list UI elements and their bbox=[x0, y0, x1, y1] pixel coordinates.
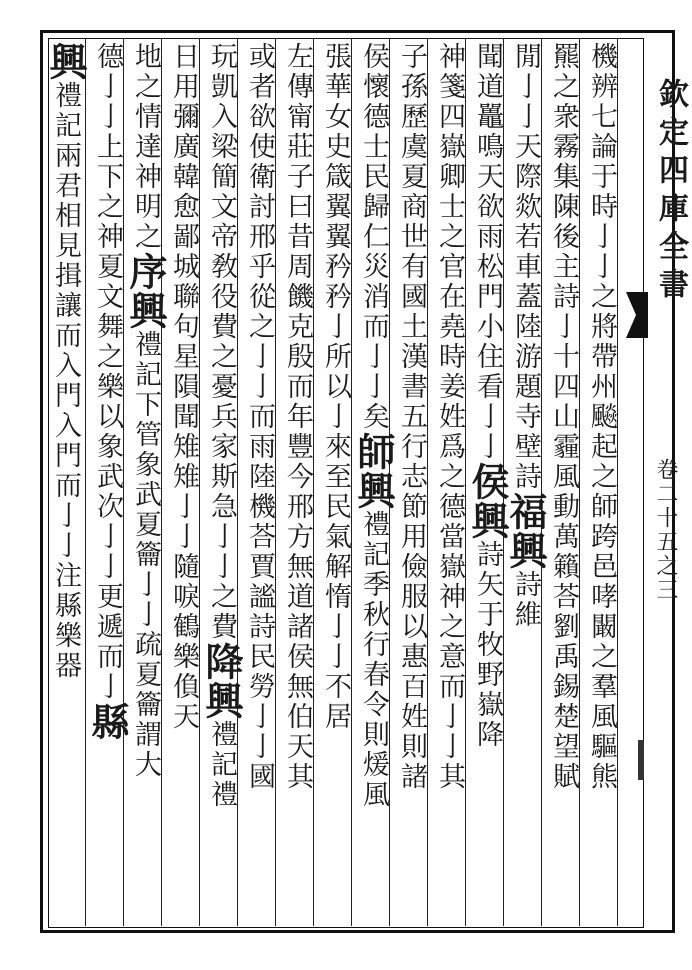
column-text: 詩矢于牧野 bbox=[472, 540, 503, 690]
chapter-label: 卷二十五之三 bbox=[653, 458, 678, 602]
text-column-8 bbox=[315, 42, 355, 922]
column-text: 玩凱入梁簡文帝敎役費之憂兵家斯急亅亅之費 bbox=[206, 42, 237, 642]
text-column-12 bbox=[163, 42, 203, 922]
column-text: 神箋四嶽卿士之官在堯時姜姓爲之德當嶽神之意而亅亅其 bbox=[434, 42, 465, 792]
text-column-5 bbox=[429, 42, 469, 922]
text-column-15 bbox=[43, 42, 88, 922]
text-column-14 bbox=[85, 42, 130, 922]
headword: 興 bbox=[43, 42, 88, 81]
headword bbox=[49, 690, 50, 768]
text-column-11 bbox=[199, 42, 244, 922]
text-column-1 bbox=[581, 42, 621, 922]
column-text: 張華女史箴翼翼矜矜亅所以亅 bbox=[320, 42, 351, 432]
headword: 序興 bbox=[123, 252, 168, 330]
column-text: 德亅亅上下之神 bbox=[92, 42, 123, 252]
column-text: 來至民氣解惰亅亅不居 bbox=[320, 432, 351, 732]
column-text: 左傳甯莊子曰昔周饑克殷而年豐今邢方無道諸侯無伯天其 bbox=[282, 42, 313, 792]
book-title: 欽定四庫全書 bbox=[653, 78, 688, 306]
column-text: 詩維 bbox=[510, 570, 541, 630]
column-text: 或者欲使衛討邢乎從之亅亅而雨陸機荅賈謐詩民勞亅亅國 bbox=[244, 42, 275, 792]
column-text: 樂偩天 bbox=[168, 642, 199, 732]
text-column-3 bbox=[503, 42, 548, 922]
column-text: 機辨七論于時亅亅之將帶州飈起之師跨邑哮闞之羣風驅熊 bbox=[586, 42, 617, 792]
column-text: 聞道鼉鳴天欲雨松門小住看亅亅 bbox=[472, 42, 503, 462]
column-text: 日用彌廣韓愈鄙城聯句星隕聞雉雉亅亅隨唳鶴 bbox=[168, 42, 199, 642]
column-text: 地之情達神明之 bbox=[130, 42, 161, 252]
column-rule bbox=[85, 38, 86, 926]
text-column-4 bbox=[465, 42, 510, 922]
text-column-9 bbox=[277, 42, 317, 922]
column-text: 嶽降 bbox=[472, 690, 503, 750]
column-text: 禮記季秋行春令則煖風 bbox=[358, 510, 389, 810]
text-column-2 bbox=[543, 42, 583, 922]
text-column-13 bbox=[123, 42, 168, 922]
page-edge-mark bbox=[638, 740, 644, 780]
headword: 縣 bbox=[85, 702, 130, 741]
column-text: 子孫歷虞夏商世有國土漢書五行志節用儉服以惠百姓則諸 bbox=[396, 42, 427, 792]
text-column-7 bbox=[351, 42, 396, 922]
text-column-6 bbox=[391, 42, 431, 922]
headword: 侯興 bbox=[465, 462, 510, 540]
column-text: 羆之衆霧集陳後主詩亅十四山霾風動萬籟荅劉禹錫楚望賦 bbox=[548, 42, 579, 792]
headword: 福興 bbox=[503, 492, 548, 570]
column-text: 侯懷德士民歸仁災消而亅亅矣 bbox=[358, 42, 389, 432]
column-text: 禮記禮 bbox=[206, 720, 237, 810]
headword: 降興 bbox=[199, 642, 244, 720]
column-text: 禮記下管象武夏籥亅亅疏夏籥謂大 bbox=[130, 330, 161, 780]
column-text: 閒亅亅天際欻若車蓋陸游題寺壁詩 bbox=[510, 42, 541, 492]
text-column-10 bbox=[239, 42, 279, 922]
fish-tail-ornament-icon bbox=[626, 292, 648, 338]
margin-strip bbox=[644, 38, 688, 928]
column-text: 禮記兩君相見揖讓而入門入門而亅亅注縣樂器 bbox=[50, 81, 81, 681]
headword: 師興 bbox=[351, 432, 396, 510]
column-text: 夏文舞之樂以象武次亅亅更遞而亅 bbox=[92, 252, 123, 702]
